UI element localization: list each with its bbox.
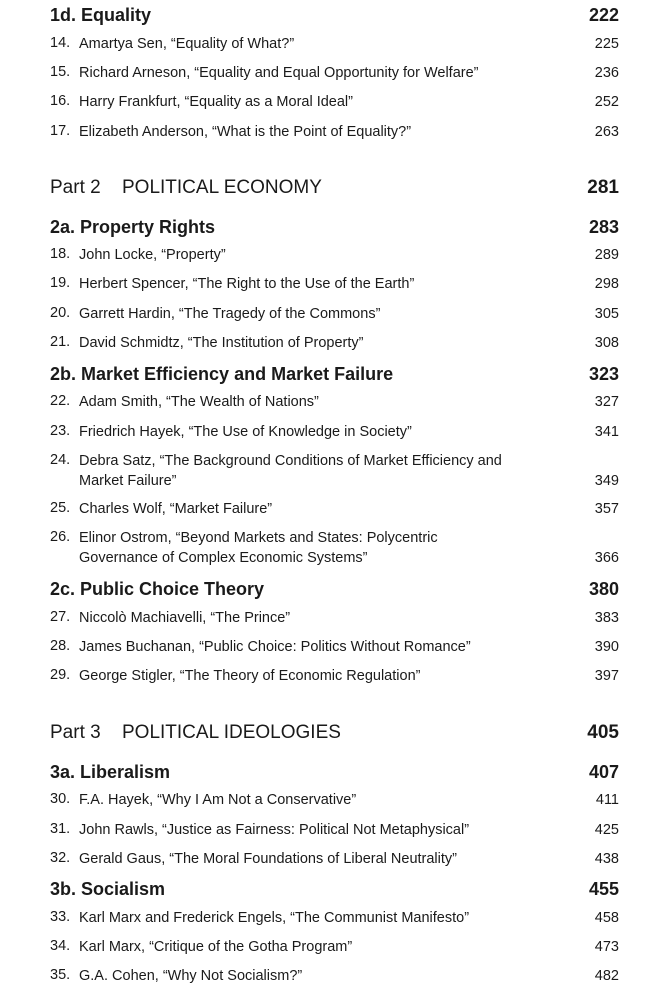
- part-number: Part 3: [50, 722, 101, 743]
- entry-number: 17.: [50, 123, 71, 139]
- entry-title: Herbert Spencer, “The Right to the Use of the Earth”: [79, 276, 415, 292]
- entry-title: Adam Smith, “The Wealth of Nations”: [79, 394, 319, 410]
- entry-number: 18.: [50, 246, 71, 262]
- entry-title: Elizabeth Anderson, “What is the Point of Equality?”: [79, 124, 412, 140]
- entry-page: 397: [594, 668, 619, 684]
- section-page: 222: [588, 5, 619, 25]
- entry-page: 305: [594, 306, 619, 322]
- entry-title: Elinor Ostrom, “Beyond Markets and States: Polycentric Governance of Complex Economic Systems”: [79, 530, 438, 566]
- entry-title: F.A. Hayek, “Why I Am Not a Conservative”: [79, 792, 357, 808]
- entry-page: 308: [594, 335, 619, 351]
- section-page: 283: [588, 217, 619, 237]
- entry-number: 21.: [50, 334, 71, 350]
- section-heading: 3a. Liberalism: [50, 762, 171, 782]
- entry-page: 263: [594, 124, 619, 140]
- entry-title: David Schmidtz, “The Institution of Property”: [79, 335, 364, 351]
- entry-number: 14.: [50, 35, 71, 51]
- section-heading: 2b. Market Efficiency and Market Failure: [50, 364, 394, 384]
- part-heading: [50, 722, 341, 744]
- section-page: 323: [588, 364, 619, 384]
- part-heading: [50, 177, 322, 199]
- entry-title: James Buchanan, “Public Choice: Politics Without Romance”: [79, 639, 471, 655]
- entry-page: 473: [594, 939, 619, 955]
- entry-title: John Rawls, “Justice as Fairness: Political Not Metaphysical”: [79, 822, 470, 838]
- entry-number: 32.: [50, 850, 71, 866]
- entry-title: Niccolò Machiavelli, “The Prince”: [79, 610, 291, 626]
- entry-number: 24.: [50, 452, 71, 468]
- entry-title: G.A. Cohen, “Why Not Socialism?”: [79, 968, 303, 984]
- section-heading: 3b. Socialism: [50, 879, 166, 899]
- entry-page: 236: [594, 65, 619, 81]
- entry-page: 289: [594, 247, 619, 263]
- entry-number: 15.: [50, 64, 71, 80]
- entry-number: 35.: [50, 967, 71, 983]
- part-page: 281: [587, 177, 619, 198]
- entry-title: Debra Satz, “The Background Conditions of Market Efficiency and Market Failure”: [79, 453, 502, 489]
- entry-title: Garrett Hardin, “The Tragedy of the Commons”: [79, 306, 381, 322]
- entry-number: 22.: [50, 393, 71, 409]
- entry-page: 383: [594, 610, 619, 626]
- entry-title: Karl Marx, “Critique of the Gotha Program”: [79, 939, 353, 955]
- entry-number: 34.: [50, 938, 71, 954]
- section-heading: 2a. Property Rights: [50, 217, 216, 237]
- entry-page: 390: [594, 639, 619, 655]
- part-page: 405: [587, 722, 619, 743]
- entry-number: 30.: [50, 791, 71, 807]
- entry-number: 25.: [50, 500, 71, 516]
- entry-number: 20.: [50, 305, 71, 321]
- entry-number: 28.: [50, 638, 71, 654]
- entry-page: 366: [594, 550, 619, 566]
- entry-page: 252: [594, 94, 619, 110]
- section-heading: 2c. Public Choice Theory: [50, 579, 265, 599]
- entry-title: Charles Wolf, “Market Failure”: [79, 501, 273, 517]
- section-heading: 1d. Equality: [50, 5, 152, 25]
- entry-number: 16.: [50, 93, 71, 109]
- entry-number: 19.: [50, 275, 71, 291]
- entry-number: 27.: [50, 609, 71, 625]
- part-title: POLITICAL IDEOLOGIES: [122, 722, 341, 743]
- entry-title: Richard Arneson, “Equality and Equal Opportunity for Welfare”: [79, 65, 479, 81]
- entry-number: 26.: [50, 529, 71, 545]
- section-page: 380: [588, 579, 619, 599]
- entry-title: George Stigler, “The Theory of Economic Regulation”: [79, 668, 421, 684]
- entry-title: Harry Frankfurt, “Equality as a Moral Ideal”: [79, 94, 353, 110]
- part-number: Part 2: [50, 177, 101, 198]
- entry-title: Karl Marx and Frederick Engels, “The Communist Manifesto”: [79, 910, 470, 926]
- entry-page: 438: [594, 851, 619, 867]
- entry-page: 458: [594, 910, 619, 926]
- entry-page: 357: [594, 501, 619, 517]
- entry-number: 31.: [50, 821, 71, 837]
- entry-page: 327: [594, 394, 619, 410]
- entry-title: John Locke, “Property”: [79, 247, 226, 263]
- entry-title: Gerald Gaus, “The Moral Foundations of Liberal Neutrality”: [79, 851, 457, 867]
- entry-number: 33.: [50, 909, 71, 925]
- entry-page: 341: [594, 424, 619, 440]
- entry-number: 29.: [50, 667, 71, 683]
- section-page: 407: [588, 762, 619, 782]
- entry-number: 23.: [50, 423, 71, 439]
- entry-title: Friedrich Hayek, “The Use of Knowledge in Society”: [79, 424, 412, 440]
- section-page: 455: [588, 879, 619, 899]
- entry-title: Amartya Sen, “Equality of What?”: [79, 36, 295, 52]
- entry-page: 349: [594, 473, 619, 489]
- entry-page: 482: [594, 968, 619, 984]
- entry-page: 411: [595, 792, 619, 808]
- entry-page: 225: [594, 36, 619, 52]
- part-title: POLITICAL ECONOMY: [122, 177, 322, 198]
- entry-page: 425: [594, 822, 619, 838]
- entry-page: 298: [594, 276, 619, 292]
